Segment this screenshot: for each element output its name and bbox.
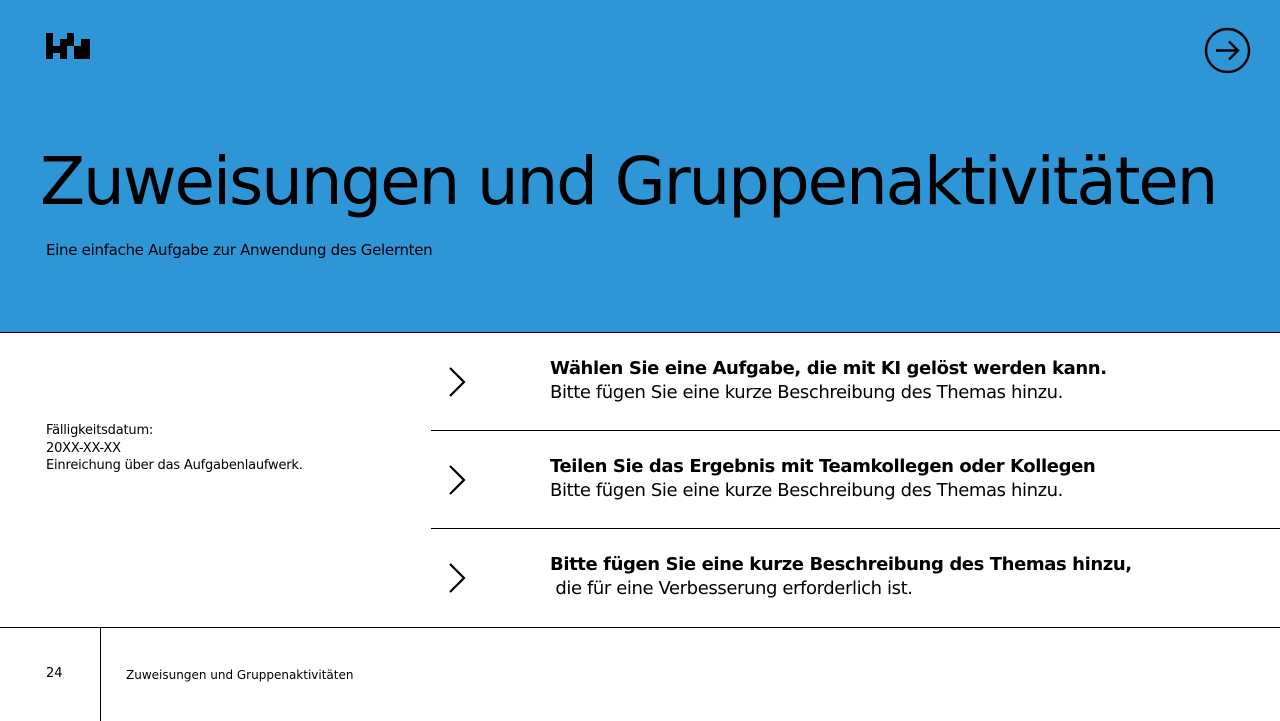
due-date-block [46,422,406,475]
task-list [431,334,1280,627]
task-title: Wählen Sie eine Aufgabe, die mit KI gelöst werden kann. [550,358,1107,379]
chevron-right-icon[interactable] [445,462,469,498]
task-text [550,455,1270,503]
task-item [431,530,1280,627]
circle-arrow-right-icon[interactable] [1204,27,1251,74]
footer-divider [100,628,101,721]
submission-note: Einreichung über das Aufgabenlaufwerk. [46,458,303,473]
chevron-right-icon[interactable] [445,560,469,596]
footer-title: Zuweisungen und Gruppenaktivitäten [126,668,354,682]
due-date-value: 20XX-XX-XX [46,440,121,456]
task-description: die für eine Verbesserung erforderlich ist. [550,578,913,599]
slide-footer [0,627,1280,720]
task-title: Bitte fügen Sie eine kurze Beschreibung des Themas hinzu, [550,554,1132,575]
task-item [431,432,1280,529]
task-title: Teilen Sie das Ergebnis mit Teamkollegen oder Kollegen [550,456,1096,477]
pixel-logo-icon [46,33,90,59]
task-text [550,357,1270,405]
chevron-right-icon[interactable] [445,364,469,400]
page-number: 24 [46,666,63,681]
task-text [550,553,1270,601]
task-description: Bitte fügen Sie eine kurze Beschreibung des Themas hinzu. [550,480,1063,501]
slide-title: Zuweisungen und Gruppenaktivitäten [40,143,1217,220]
task-item [431,334,1280,431]
due-date-label: Fälligkeitsdatum: [46,423,154,438]
slide-subtitle: Eine einfache Aufgabe zur Anwendung des Gelernten [46,241,433,259]
hero-section [0,0,1280,333]
task-description: Bitte fügen Sie eine kurze Beschreibung des Themas hinzu. [550,382,1063,403]
